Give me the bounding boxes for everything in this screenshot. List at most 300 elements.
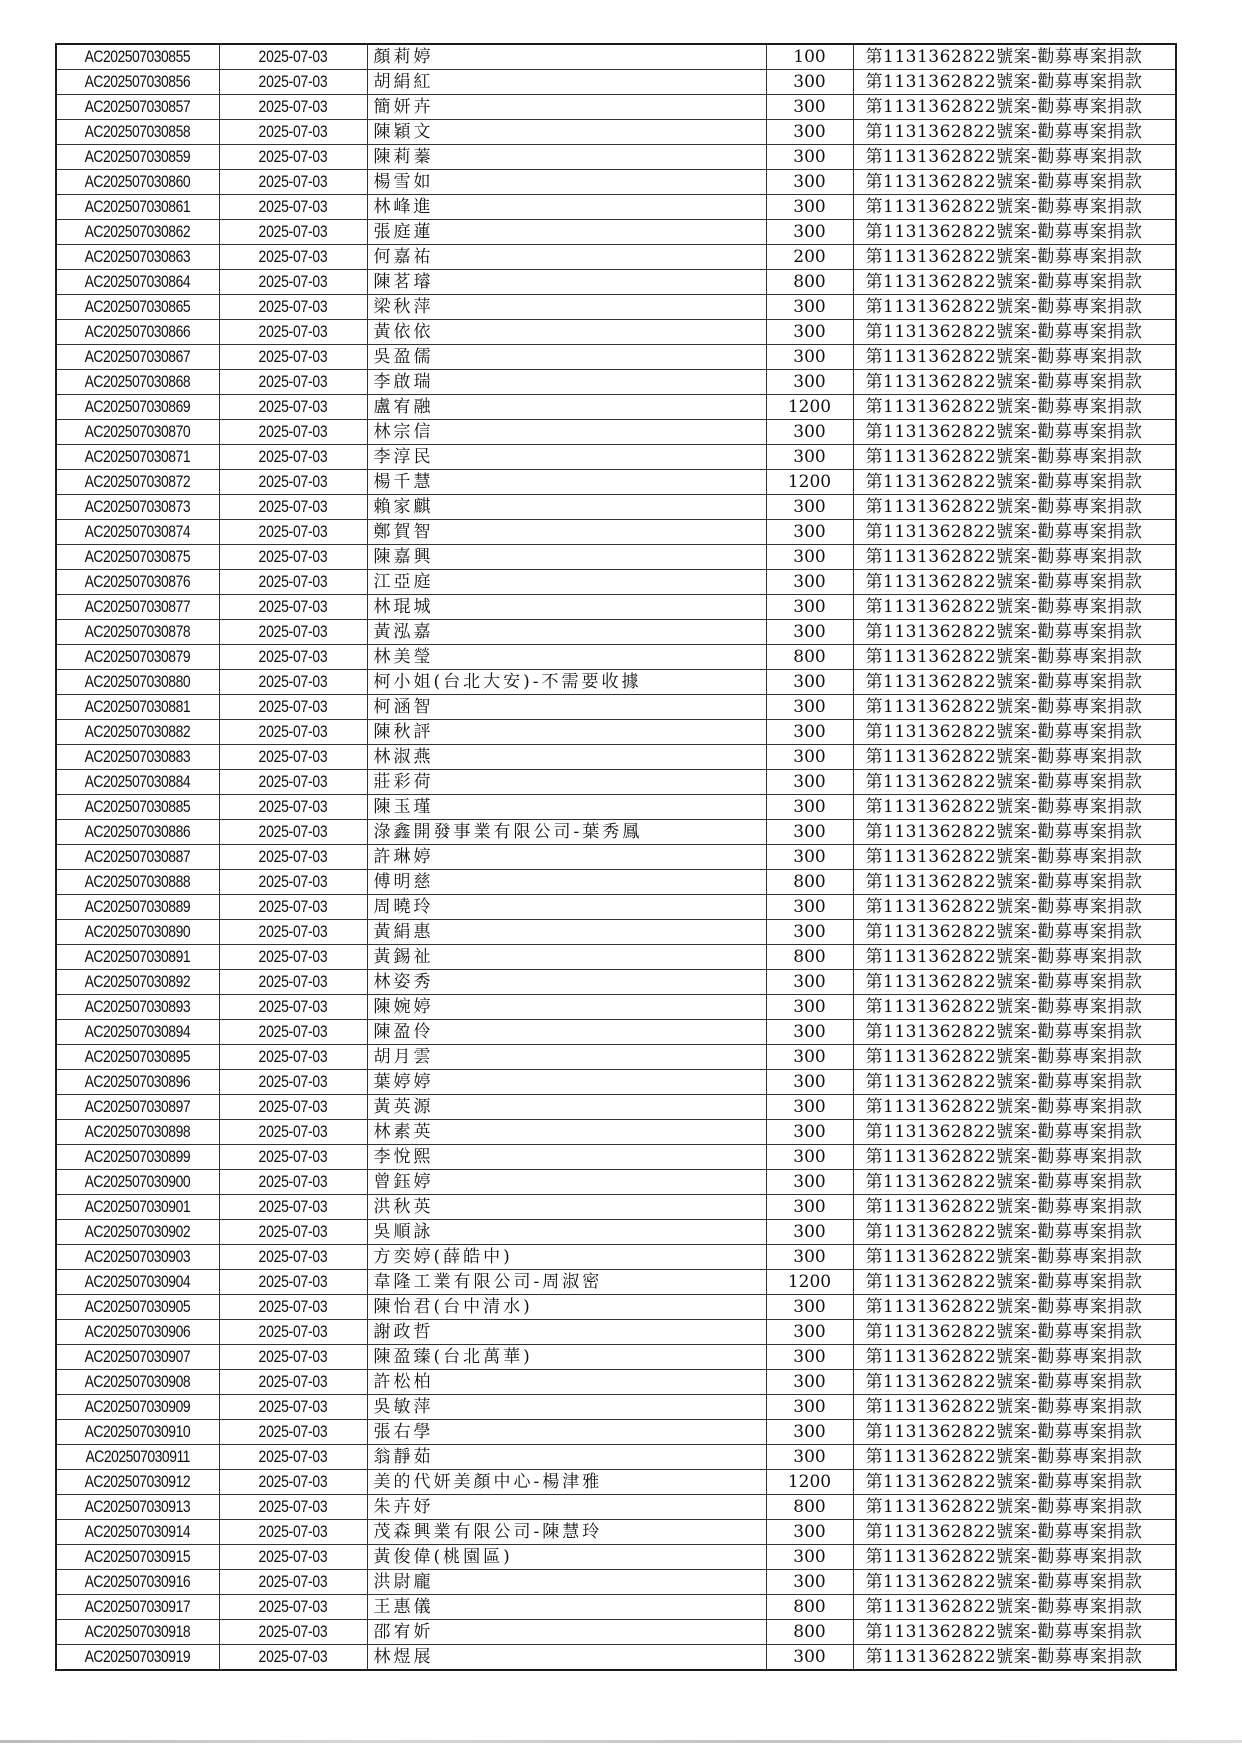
- date-cell: [219, 395, 367, 420]
- description-cell: [853, 1245, 1176, 1270]
- date-text: 2025-07-03: [258, 1097, 328, 1116]
- receipt-id-cell: [56, 1570, 219, 1595]
- table-row: [56, 245, 1176, 270]
- receipt-id-cell: [56, 495, 219, 520]
- table-row: [56, 545, 1176, 570]
- date-cell: [219, 670, 367, 695]
- date-text: 2025-07-03: [258, 847, 328, 866]
- description-text: 第1131362822號案-勸募專案捐款: [865, 1047, 1143, 1067]
- description-text: 第1131362822號案-勸募專案捐款: [865, 1547, 1143, 1567]
- donor-name-cell: [367, 945, 766, 970]
- date-text: 2025-07-03: [258, 72, 328, 91]
- description-text: 第1131362822號案-勸募專案捐款: [865, 1272, 1143, 1292]
- description-cell: [853, 1395, 1176, 1420]
- date-text: 2025-07-03: [258, 722, 328, 741]
- donor-name-cell: [367, 470, 766, 495]
- date-cell: [219, 1020, 367, 1045]
- donor-name-text: 胡月雲: [373, 1047, 434, 1067]
- amount-cell: [766, 420, 853, 445]
- donor-name-cell: [367, 545, 766, 570]
- description-cell: [853, 1270, 1176, 1295]
- receipt-id-cell: [56, 1295, 219, 1320]
- receipt-id-cell: [56, 1545, 219, 1570]
- table-row: [56, 995, 1176, 1020]
- table-row: [56, 1295, 1176, 1320]
- date-text: 2025-07-03: [258, 572, 328, 591]
- donor-name-text: 陳盈臻(台北萬華): [373, 1347, 533, 1367]
- amount-cell: [766, 870, 853, 895]
- amount-text: 300: [793, 1297, 826, 1317]
- date-text: 2025-07-03: [258, 422, 328, 441]
- date-text: 2025-07-03: [258, 497, 328, 516]
- amount-text: 300: [793, 897, 826, 917]
- donor-name-text: 陳嘉興: [373, 547, 434, 567]
- description-text: 第1131362822號案-勸募專案捐款: [865, 847, 1143, 867]
- donor-name-cell: [367, 870, 766, 895]
- amount-cell: [766, 120, 853, 145]
- description-cell: [853, 1295, 1176, 1320]
- receipt-id-cell: [56, 820, 219, 845]
- date-cell: [219, 295, 367, 320]
- date-text: 2025-07-03: [258, 1647, 328, 1666]
- receipt-id-cell: [56, 720, 219, 745]
- date-text: 2025-07-03: [258, 222, 328, 241]
- receipt-id-cell: [56, 770, 219, 795]
- receipt-id-text: AC202507030862: [84, 222, 191, 241]
- description-cell: [853, 1520, 1176, 1545]
- receipt-id-text: AC202507030892: [84, 972, 191, 991]
- amount-cell: [766, 1295, 853, 1320]
- table-row: [56, 1245, 1176, 1270]
- amount-text: 300: [793, 97, 826, 117]
- receipt-id-text: AC202507030919: [84, 1647, 191, 1666]
- donor-name-text: 林姿秀: [373, 972, 434, 992]
- description-cell: [853, 720, 1176, 745]
- date-cell: [219, 1270, 367, 1295]
- donor-name-text: 周曉玲: [373, 897, 434, 917]
- description-cell: [853, 420, 1176, 445]
- date-cell: [219, 495, 367, 520]
- receipt-id-text: AC202507030882: [84, 722, 191, 741]
- table-row: [56, 1470, 1176, 1495]
- table-row: [56, 820, 1176, 845]
- receipt-id-cell: [56, 320, 219, 345]
- table-row: [56, 1120, 1176, 1145]
- description-cell: [853, 1345, 1176, 1370]
- donor-name-text: 吳敏萍: [373, 1397, 434, 1417]
- amount-text: 800: [793, 1622, 826, 1642]
- donor-name-cell: [367, 220, 766, 245]
- description-cell: [853, 1370, 1176, 1395]
- description-text: 第1131362822號案-勸募專案捐款: [865, 922, 1143, 942]
- donor-name-cell: [367, 1370, 766, 1395]
- description-text: 第1131362822號案-勸募專案捐款: [865, 597, 1143, 617]
- date-cell: [219, 245, 367, 270]
- amount-cell: [766, 1345, 853, 1370]
- date-text: 2025-07-03: [258, 997, 328, 1016]
- date-text: 2025-07-03: [258, 922, 328, 941]
- donor-name-text: 林峰進: [373, 197, 434, 217]
- amount-text: 300: [793, 1322, 826, 1342]
- amount-cell: [766, 1170, 853, 1195]
- donor-name-text: 黃泓嘉: [373, 622, 434, 642]
- description-text: 第1131362822號案-勸募專案捐款: [865, 1622, 1143, 1642]
- donor-name-cell: [367, 920, 766, 945]
- receipt-id-text: AC202507030910: [84, 1422, 191, 1441]
- amount-cell: [766, 1145, 853, 1170]
- amount-text: 300: [793, 1122, 826, 1142]
- ledger-body: [56, 44, 1176, 1670]
- amount-text: 300: [793, 972, 826, 992]
- description-text: 第1131362822號案-勸募專案捐款: [865, 1422, 1143, 1442]
- amount-text: 300: [793, 172, 826, 192]
- amount-cell: [766, 645, 853, 670]
- table-row: [56, 645, 1176, 670]
- date-text: 2025-07-03: [258, 347, 328, 366]
- amount-text: 300: [793, 322, 826, 342]
- donor-name-cell: [367, 1395, 766, 1420]
- amount-cell: [766, 1070, 853, 1095]
- description-cell: [853, 445, 1176, 470]
- table-row: [56, 1495, 1176, 1520]
- description-text: 第1131362822號案-勸募專案捐款: [865, 122, 1143, 142]
- table-row: [56, 720, 1176, 745]
- donor-name-text: 謝政哲: [373, 1322, 434, 1342]
- table-row: [56, 1445, 1176, 1470]
- receipt-id-cell: [56, 1045, 219, 1070]
- description-cell: [853, 1195, 1176, 1220]
- table-row: [56, 1195, 1176, 1220]
- date-cell: [219, 1520, 367, 1545]
- amount-cell: [766, 1595, 853, 1620]
- description-text: 第1131362822號案-勸募專案捐款: [865, 697, 1143, 717]
- description-cell: [853, 1070, 1176, 1095]
- donor-name-text: 林淑燕: [373, 747, 434, 767]
- amount-cell: [766, 44, 853, 70]
- table-row: [56, 1570, 1176, 1595]
- date-cell: [219, 1120, 367, 1145]
- description-text: 第1131362822號案-勸募專案捐款: [865, 1072, 1143, 1092]
- description-cell: [853, 895, 1176, 920]
- donor-name-text: 翁靜茹: [373, 1447, 434, 1467]
- table-row: [56, 1045, 1176, 1070]
- receipt-id-cell: [56, 1270, 219, 1295]
- table-row: [56, 570, 1176, 595]
- description-text: 第1131362822號案-勸募專案捐款: [865, 872, 1143, 892]
- donor-name-cell: [367, 44, 766, 70]
- date-text: 2025-07-03: [258, 272, 328, 291]
- description-text: 第1131362822號案-勸募專案捐款: [865, 647, 1143, 667]
- date-text: 2025-07-03: [258, 1047, 328, 1066]
- receipt-id-cell: [56, 1645, 219, 1671]
- receipt-id-cell: [56, 1095, 219, 1120]
- amount-text: 300: [793, 147, 826, 167]
- receipt-id-cell: [56, 570, 219, 595]
- amount-cell: [766, 1020, 853, 1045]
- date-cell: [219, 1070, 367, 1095]
- receipt-id-text: AC202507030877: [84, 597, 191, 616]
- description-text: 第1131362822號案-勸募專案捐款: [865, 97, 1143, 117]
- donor-name-text: 黃絹惠: [373, 922, 434, 942]
- donor-name-text: 茂森興業有限公司-陳慧玲: [373, 1522, 603, 1542]
- amount-text: 300: [793, 1547, 826, 1567]
- description-cell: [853, 1220, 1176, 1245]
- description-text: 第1131362822號案-勸募專案捐款: [865, 1447, 1143, 1467]
- description-cell: [853, 845, 1176, 870]
- date-cell: [219, 1170, 367, 1195]
- receipt-id-text: AC202507030861: [84, 197, 191, 216]
- description-text: 第1131362822號案-勸募專案捐款: [865, 347, 1143, 367]
- amount-cell: [766, 820, 853, 845]
- date-cell: [219, 745, 367, 770]
- donor-name-cell: [367, 95, 766, 120]
- receipt-id-text: AC202507030901: [84, 1197, 191, 1216]
- table-row: [56, 1345, 1176, 1370]
- receipt-id-cell: [56, 1595, 219, 1620]
- amount-text: 300: [793, 772, 826, 792]
- date-text: 2025-07-03: [258, 1547, 328, 1566]
- date-text: 2025-07-03: [258, 947, 328, 966]
- date-cell: [219, 1495, 367, 1520]
- description-cell: [853, 545, 1176, 570]
- donor-name-cell: [367, 1470, 766, 1495]
- date-cell: [219, 1470, 367, 1495]
- donation-ledger-table: [55, 43, 1177, 1671]
- description-text: 第1131362822號案-勸募專案捐款: [865, 172, 1143, 192]
- amount-text: 1200: [787, 397, 832, 417]
- description-text: 第1131362822號案-勸募專案捐款: [865, 747, 1143, 767]
- date-text: 2025-07-03: [258, 1247, 328, 1266]
- receipt-id-cell: [56, 620, 219, 645]
- donor-name-cell: [367, 245, 766, 270]
- receipt-id-cell: [56, 1020, 219, 1045]
- date-cell: [219, 1645, 367, 1671]
- receipt-id-cell: [56, 945, 219, 970]
- receipt-id-cell: [56, 395, 219, 420]
- description-text: 第1131362822號案-勸募專案捐款: [865, 447, 1143, 467]
- amount-text: 300: [793, 622, 826, 642]
- description-text: 第1131362822號案-勸募專案捐款: [865, 622, 1143, 642]
- date-text: 2025-07-03: [258, 597, 328, 616]
- donor-name-cell: [367, 895, 766, 920]
- amount-cell: [766, 1220, 853, 1245]
- date-cell: [219, 270, 367, 295]
- description-cell: [853, 1570, 1176, 1595]
- donor-name-text: 方奕婷(薛皓中): [373, 1247, 513, 1267]
- amount-cell: [766, 1270, 853, 1295]
- donor-name-cell: [367, 770, 766, 795]
- amount-cell: [766, 345, 853, 370]
- donor-name-cell: [367, 1295, 766, 1320]
- amount-cell: [766, 1370, 853, 1395]
- table-row: [56, 970, 1176, 995]
- receipt-id-text: AC202507030907: [84, 1347, 191, 1366]
- amount-text: 300: [793, 297, 826, 317]
- receipt-id-cell: [56, 1245, 219, 1270]
- description-cell: [853, 795, 1176, 820]
- receipt-id-text: AC202507030904: [84, 1272, 191, 1291]
- donor-name-text: 黃錫祉: [373, 947, 434, 967]
- amount-cell: [766, 70, 853, 95]
- donor-name-cell: [367, 595, 766, 620]
- description-cell: [853, 1595, 1176, 1620]
- receipt-id-cell: [56, 595, 219, 620]
- date-text: 2025-07-03: [258, 897, 328, 916]
- donor-name-text: 黃依依: [373, 322, 434, 342]
- description-cell: [853, 520, 1176, 545]
- date-cell: [219, 1445, 367, 1470]
- receipt-id-cell: [56, 1495, 219, 1520]
- description-text: 第1131362822號案-勸募專案捐款: [865, 197, 1143, 217]
- amount-cell: [766, 920, 853, 945]
- receipt-id-text: AC202507030863: [84, 247, 191, 266]
- donor-name-text: 胡絹紅: [373, 72, 434, 92]
- table-row: [56, 595, 1176, 620]
- date-text: 2025-07-03: [258, 972, 328, 991]
- table-row: [56, 470, 1176, 495]
- donor-name-text: 張庭蓮: [373, 222, 434, 242]
- donor-name-text: 王惠儀: [373, 1597, 434, 1617]
- table-row: [56, 495, 1176, 520]
- description-text: 第1131362822號案-勸募專案捐款: [865, 422, 1143, 442]
- description-cell: [853, 195, 1176, 220]
- amount-text: 800: [793, 872, 826, 892]
- date-text: 2025-07-03: [258, 472, 328, 491]
- amount-cell: [766, 445, 853, 470]
- date-cell: [219, 1320, 367, 1345]
- receipt-id-text: AC202507030883: [84, 747, 191, 766]
- donor-name-text: 洪尉龐: [373, 1572, 434, 1592]
- receipt-id-cell: [56, 1195, 219, 1220]
- receipt-id-cell: [56, 845, 219, 870]
- date-cell: [219, 870, 367, 895]
- date-cell: [219, 1595, 367, 1620]
- amount-cell: [766, 1195, 853, 1220]
- amount-text: 300: [793, 497, 826, 517]
- description-text: 第1131362822號案-勸募專案捐款: [865, 372, 1143, 392]
- amount-text: 1200: [787, 1472, 832, 1492]
- receipt-id-cell: [56, 545, 219, 570]
- date-cell: [219, 1570, 367, 1595]
- description-cell: [853, 1445, 1176, 1470]
- amount-cell: [766, 1320, 853, 1345]
- receipt-id-cell: [56, 1220, 219, 1245]
- description-cell: [853, 70, 1176, 95]
- donor-name-cell: [367, 345, 766, 370]
- donor-name-cell: [367, 1495, 766, 1520]
- date-cell: [219, 845, 367, 870]
- receipt-id-cell: [56, 1070, 219, 1095]
- table-row: [56, 1645, 1176, 1671]
- donor-name-cell: [367, 1320, 766, 1345]
- donor-name-text: 柯小姐(台北大安)-不需要收據: [373, 672, 642, 692]
- amount-cell: [766, 670, 853, 695]
- description-cell: [853, 695, 1176, 720]
- description-cell: [853, 1470, 1176, 1495]
- receipt-id-text: AC202507030896: [84, 1072, 191, 1091]
- amount-text: 300: [793, 1647, 826, 1667]
- description-cell: [853, 120, 1176, 145]
- donor-name-text: 吳盈儒: [373, 347, 434, 367]
- date-cell: [219, 895, 367, 920]
- description-text: 第1131362822號案-勸募專案捐款: [865, 1647, 1143, 1667]
- receipt-id-text: AC202507030884: [84, 772, 191, 791]
- amount-text: 300: [793, 1097, 826, 1117]
- receipt-id-text: AC202507030895: [84, 1047, 191, 1066]
- receipt-id-cell: [56, 670, 219, 695]
- donor-name-cell: [367, 1220, 766, 1245]
- date-cell: [219, 44, 367, 70]
- description-text: 第1131362822號案-勸募專案捐款: [865, 1297, 1143, 1317]
- receipt-id-text: AC202507030912: [84, 1472, 191, 1491]
- table-row: [56, 1595, 1176, 1620]
- date-text: 2025-07-03: [258, 1172, 328, 1191]
- description-cell: [853, 570, 1176, 595]
- date-text: 2025-07-03: [258, 147, 328, 166]
- donor-name-text: 洪秋英: [373, 1197, 434, 1217]
- date-cell: [219, 570, 367, 595]
- description-cell: [853, 470, 1176, 495]
- date-cell: [219, 1245, 367, 1270]
- receipt-id-cell: [56, 1620, 219, 1645]
- date-cell: [219, 1220, 367, 1245]
- description-cell: [853, 820, 1176, 845]
- donor-name-text: 張右學: [373, 1422, 434, 1442]
- description-text: 第1131362822號案-勸募專案捐款: [865, 1347, 1143, 1367]
- donor-name-cell: [367, 745, 766, 770]
- amount-text: 300: [793, 572, 826, 592]
- receipt-id-cell: [56, 1470, 219, 1495]
- amount-cell: [766, 945, 853, 970]
- donor-name-text: 梁秋萍: [373, 297, 434, 317]
- donor-name-cell: [367, 1245, 766, 1270]
- table-row: [56, 320, 1176, 345]
- receipt-id-text: AC202507030880: [84, 672, 191, 691]
- receipt-id-text: AC202507030906: [84, 1322, 191, 1341]
- receipt-id-text: AC202507030879: [84, 647, 191, 666]
- amount-text: 800: [793, 272, 826, 292]
- description-cell: [853, 945, 1176, 970]
- date-cell: [219, 1295, 367, 1320]
- donor-name-text: 江亞庭: [373, 572, 434, 592]
- receipt-id-cell: [56, 970, 219, 995]
- donor-name-text: 美的代妍美顏中心-楊津雅: [373, 1472, 603, 1492]
- donor-name-cell: [367, 1445, 766, 1470]
- description-text: 第1131362822號案-勸募專案捐款: [865, 1147, 1143, 1167]
- donor-name-text: 吳順詠: [373, 1222, 434, 1242]
- date-text: 2025-07-03: [258, 1297, 328, 1316]
- date-text: 2025-07-03: [258, 1622, 328, 1641]
- date-text: 2025-07-03: [258, 172, 328, 191]
- date-cell: [219, 1545, 367, 1570]
- receipt-id-text: AC202507030855: [84, 47, 191, 66]
- receipt-id-cell: [56, 295, 219, 320]
- receipt-id-text: AC202507030870: [84, 422, 191, 441]
- table-row: [56, 895, 1176, 920]
- amount-text: 100: [793, 47, 826, 67]
- amount-cell: [766, 770, 853, 795]
- donor-name-text: 邵宥妡: [373, 1622, 434, 1642]
- date-text: 2025-07-03: [258, 447, 328, 466]
- donor-name-cell: [367, 970, 766, 995]
- receipt-id-text: AC202507030902: [84, 1222, 191, 1241]
- donor-name-cell: [367, 1520, 766, 1545]
- date-text: 2025-07-03: [258, 672, 328, 691]
- description-cell: [853, 245, 1176, 270]
- receipt-id-text: AC202507030865: [84, 297, 191, 316]
- receipt-id-cell: [56, 95, 219, 120]
- amount-cell: [766, 1120, 853, 1145]
